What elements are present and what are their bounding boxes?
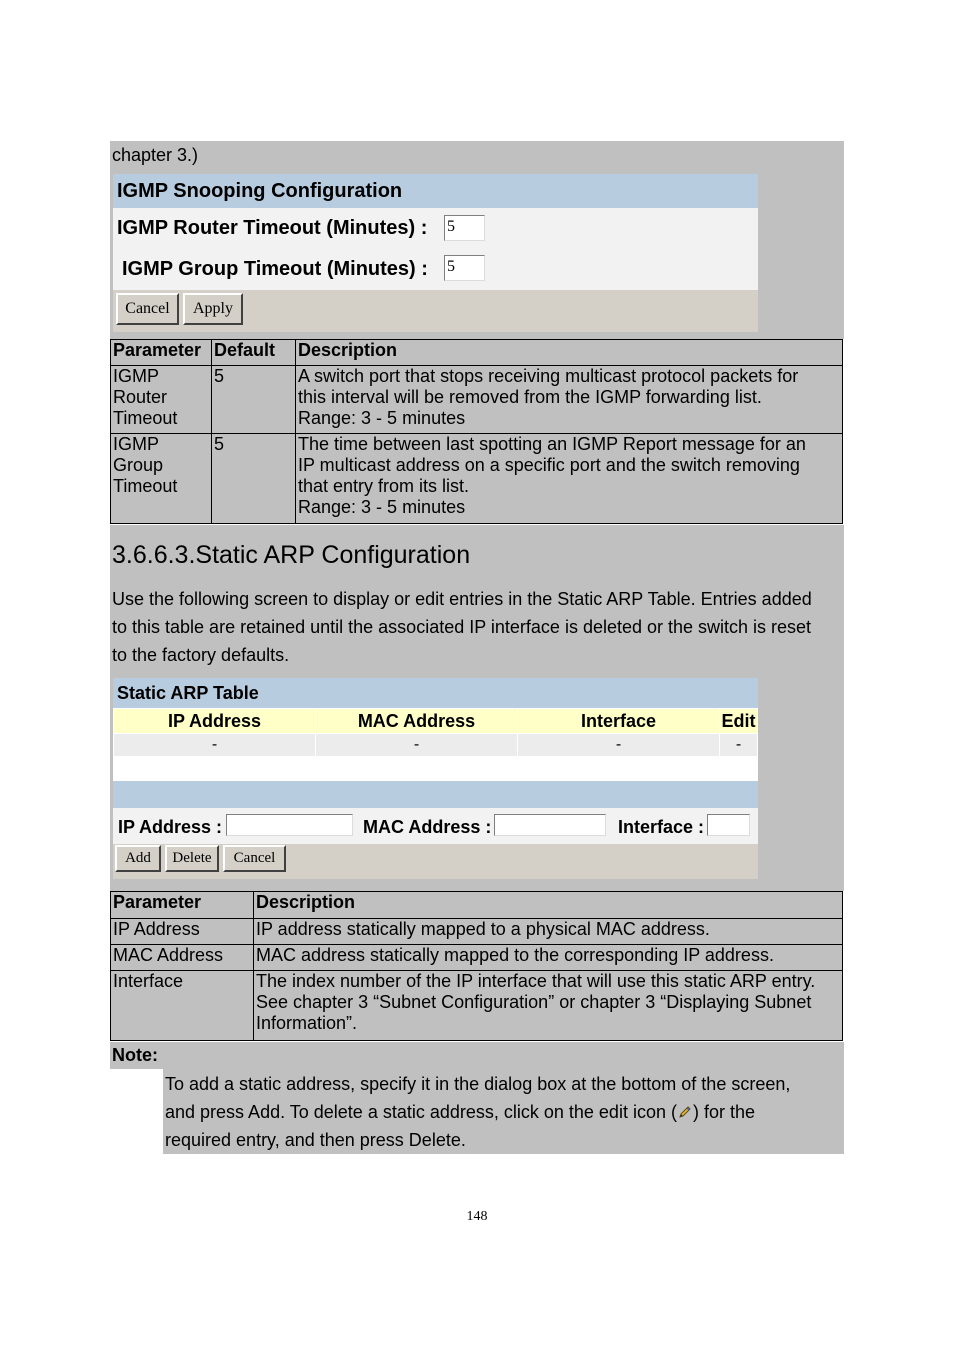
param-group-timeout: IGMP Group Timeout bbox=[111, 434, 212, 524]
table-header-row bbox=[111, 892, 843, 919]
header-description-text: Description bbox=[298, 340, 398, 360]
page-number: 148 bbox=[466, 1209, 488, 1224]
arp-panel-title: Static ARP Table bbox=[113, 678, 758, 708]
arp-desc-interface bbox=[254, 971, 843, 1041]
arp-cell-mac: - bbox=[316, 734, 517, 756]
group-timeout-label: IGMP Group Timeout (Minutes) : bbox=[122, 258, 428, 280]
note-body bbox=[165, 1070, 790, 1154]
mac-address-input[interactable] bbox=[494, 814, 606, 836]
arp-header-parameter: Parameter bbox=[111, 892, 254, 919]
arp-divider-bar bbox=[113, 781, 758, 808]
router-timeout-label: IGMP Router Timeout (Minutes) : bbox=[117, 217, 428, 239]
note-label: Note: bbox=[112, 1045, 158, 1065]
arp-cell-ip: - bbox=[114, 734, 315, 756]
arp-cell-edit[interactable]: - bbox=[720, 734, 757, 756]
header-default: Default bbox=[212, 340, 296, 366]
cancel-button[interactable]: Cancel bbox=[116, 293, 179, 325]
body-line: to the factory defaults. bbox=[112, 645, 290, 665]
table-row bbox=[111, 919, 843, 945]
desc-line: IP multicast address on a specific port and the switch removing bbox=[298, 455, 800, 475]
arp-parameter-table bbox=[110, 891, 843, 1041]
arp-col-mac: MAC Address bbox=[316, 709, 517, 733]
note-line bbox=[165, 1098, 790, 1126]
ip-address-input[interactable] bbox=[226, 814, 353, 836]
desc-router-timeout bbox=[296, 366, 843, 434]
desc-line: Range: 3 - 5 minutes bbox=[298, 497, 466, 517]
delete-button[interactable]: Delete bbox=[165, 845, 219, 872]
note-line: required entry, and then press Delete. bbox=[165, 1130, 466, 1150]
router-timeout-input[interactable]: 5 bbox=[444, 215, 485, 241]
arp-param-ip: IP Address bbox=[111, 919, 254, 945]
header-parameter: Parameter bbox=[111, 340, 212, 366]
arp-col-interface: Interface bbox=[518, 709, 719, 733]
arp-cell-interface: - bbox=[518, 734, 719, 756]
desc-line: The index number of the IP interface that will use this static ARP entry. bbox=[256, 971, 816, 991]
interface-input[interactable] bbox=[707, 814, 750, 836]
igmp-panel-title: IGMP Snooping Configuration bbox=[113, 174, 758, 208]
arp-param-mac: MAC Address bbox=[111, 945, 254, 971]
static-arp-panel bbox=[113, 678, 758, 879]
arp-header-description: Description bbox=[254, 892, 843, 919]
arp-col-edit: Edit bbox=[721, 711, 756, 731]
add-button[interactable]: Add bbox=[115, 845, 161, 872]
arp-col-ip: IP Address bbox=[114, 709, 315, 733]
header-description bbox=[296, 340, 843, 366]
section-body bbox=[112, 585, 812, 669]
arp-cancel-button[interactable]: Cancel bbox=[223, 845, 286, 872]
table-row bbox=[111, 971, 843, 1041]
igmp-parameter-table bbox=[110, 339, 843, 524]
mac-address-label: MAC Address : bbox=[363, 817, 492, 837]
note-line-text: and press Add. To delete a static address, click on the edit icon ( bbox=[165, 1102, 677, 1122]
intro-text: chapter 3.) bbox=[112, 145, 199, 165]
table-row bbox=[111, 945, 843, 971]
desc-line: Information”. bbox=[256, 1013, 358, 1033]
table-header-row bbox=[111, 340, 843, 366]
desc-line: A switch port that stops receiving multicast protocol packets for bbox=[298, 366, 799, 386]
section-heading: 3.6.6.3.Static ARP Configuration bbox=[112, 541, 471, 569]
igmp-config-panel bbox=[113, 174, 758, 332]
desc-line: The time between last spotting an IGMP Report message for an bbox=[298, 434, 806, 454]
note-line: To add a static address, specify it in the dialog box at the bottom of the screen, bbox=[165, 1074, 791, 1094]
desc-line: See chapter 3 “Subnet Configuration” or chapter 3 “Displaying Subnet bbox=[256, 992, 812, 1012]
group-timeout-input[interactable]: 5 bbox=[444, 255, 485, 281]
desc-line: Range: 3 - 5 minutes bbox=[298, 408, 466, 428]
desc-line: this interval will be removed from the IGMP forwarding list. bbox=[298, 387, 762, 407]
apply-button[interactable]: Apply bbox=[183, 293, 243, 325]
arp-desc-mac: MAC address statically mapped to the corresponding IP address. bbox=[254, 945, 843, 971]
table-row bbox=[111, 434, 843, 524]
desc-line: that entry from its list. bbox=[298, 476, 470, 496]
arp-param-interface: Interface bbox=[111, 971, 254, 1041]
pencil-icon bbox=[677, 1100, 693, 1116]
ip-address-label: IP Address : bbox=[118, 817, 223, 837]
desc-group-timeout bbox=[296, 434, 843, 524]
default-group-timeout: 5 bbox=[212, 434, 296, 524]
table-row bbox=[111, 366, 843, 434]
arp-desc-ip: IP address statically mapped to a physical MAC address. bbox=[254, 919, 843, 945]
param-router-timeout: IGMP Router Timeout bbox=[111, 366, 212, 434]
default-router-timeout: 5 bbox=[212, 366, 296, 434]
body-line: Use the following screen to display or edit entries in the Static ARP Table. Entries added bbox=[112, 589, 812, 609]
interface-label: Interface : bbox=[618, 817, 705, 837]
body-line: to this table are retained until the associated IP interface is deleted or the switch is reset bbox=[112, 617, 812, 637]
note-line-text: ) for the bbox=[692, 1102, 755, 1122]
